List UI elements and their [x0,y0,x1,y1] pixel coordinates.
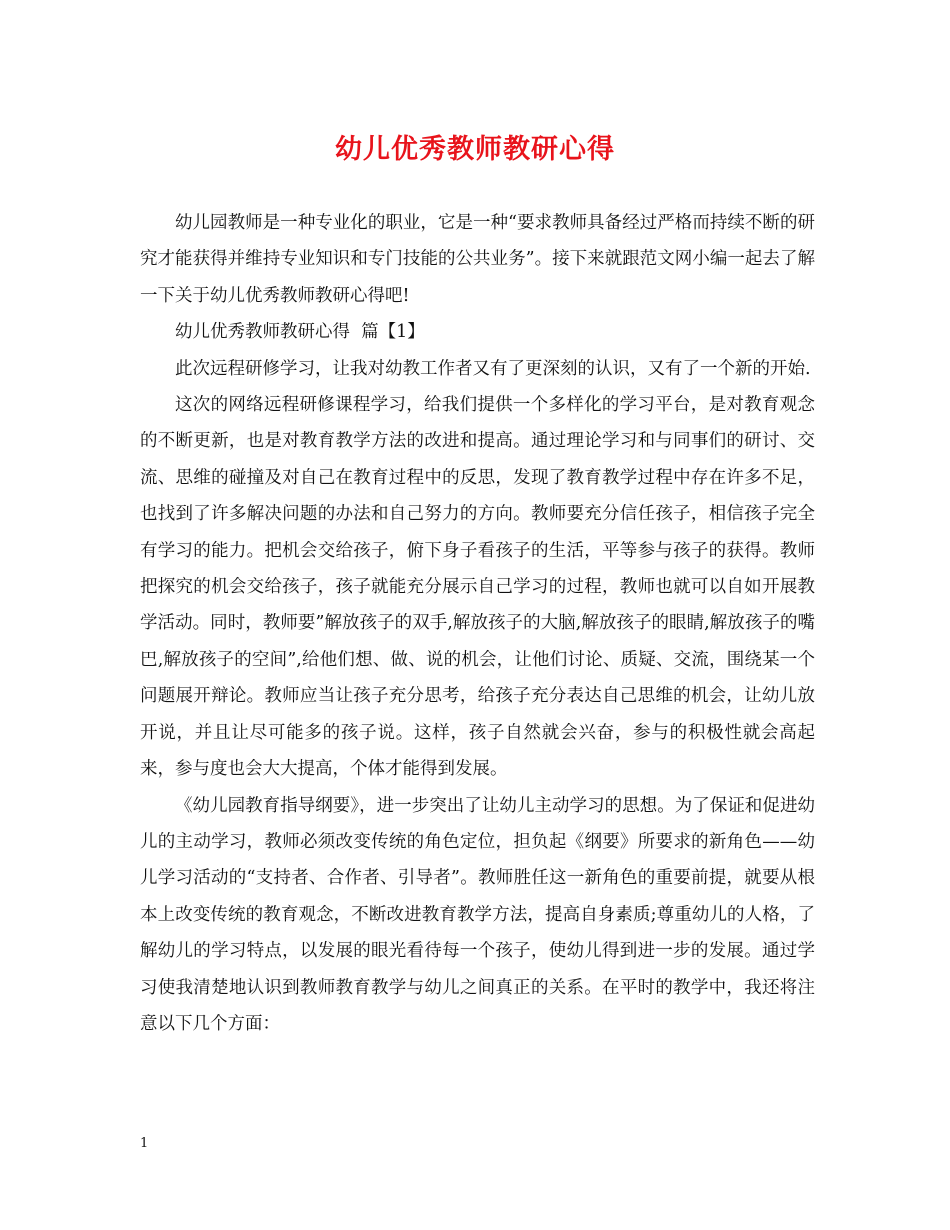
page-number: 1 [140,1136,149,1151]
section-heading: 幼儿优秀教师教研心得 篇【1】 [175,322,425,343]
document-title: 幼儿优秀教师教研心得 [335,134,615,165]
paragraph-3: 《幼儿园教育指导纲要》，进一步突出了让幼儿主动学习的思想。为了保证和促进幼儿的主动学习，教师必须改变传统的角色定位，担负起《纲要》所要求的新角色——幼儿学习活动的“支持者、合作者、引导者”。教师胜任这一新角色的重要前提，就要从根本上改变传统的教育观念，不断改进教育教学方法，提高自身素质;尊重幼儿的人格，了解幼儿的学习特点，以发展的眼光看待每一个孩子，使幼儿得到进一步的发展。通过学习使我清楚地认识到教师教育教学与幼儿之间真正的关系。在平时的教学中，我还将注意以下几个方面： [140,795,815,1034]
paragraph-2: 这次的网络远程研修课程学习，给我们提供一个多样化的学习平台，是对教育观念的不断更新，也是对教育教学方法的改进和提高。通过理论学习和与同事们的研讨、交流、思维的碰撞及对自己在教育过程中的反思，发现了教育教学过程中存在许多不足，也找到了许多解决问题的办法和自己努力的方向。教师要充分信任孩子，相信孩子完全有学习的能力。把机会交给孩子，俯下身子看孩子的生活，平等参与孩子的获得。教师把探究的机会交给孩子，孩子就能充分展示自己学习的过程，教师也就可以自如开展教学活动。同时，教师要”解放孩子的双手,解放孩子的大脑,解放孩子的眼睛,解放孩子的嘴巴,解放孩子的空间”,给他们想、做、说的机会，让他们讨论、质疑、交流，围绕某一个问题展开辩论。教师应当让孩子充分思考，给孩子充分表达自己思维的机会，让幼儿放开说，并且让尽可能多的孩子说。这样，孩子自然就会兴奋，参与的积极性就会高起来，参与度也会大大提高，个体才能得到发展。 [140,395,815,780]
document-body [140,205,815,1042]
paragraph-intro: 幼儿园教师是一种专业化的职业，它是一种“要求教师具备经过严格而持续不断的研究才能获得并维持专业知识和专门技能的公共业务”。接下来就跟范文网小编一起去了解一下关于幼儿优秀教师教研心得吧! [140,213,815,306]
paragraph-1: 此次远程研修学习，让我对幼教工作者又有了更深刻的认识，又有了一个新的开始. [175,358,811,379]
